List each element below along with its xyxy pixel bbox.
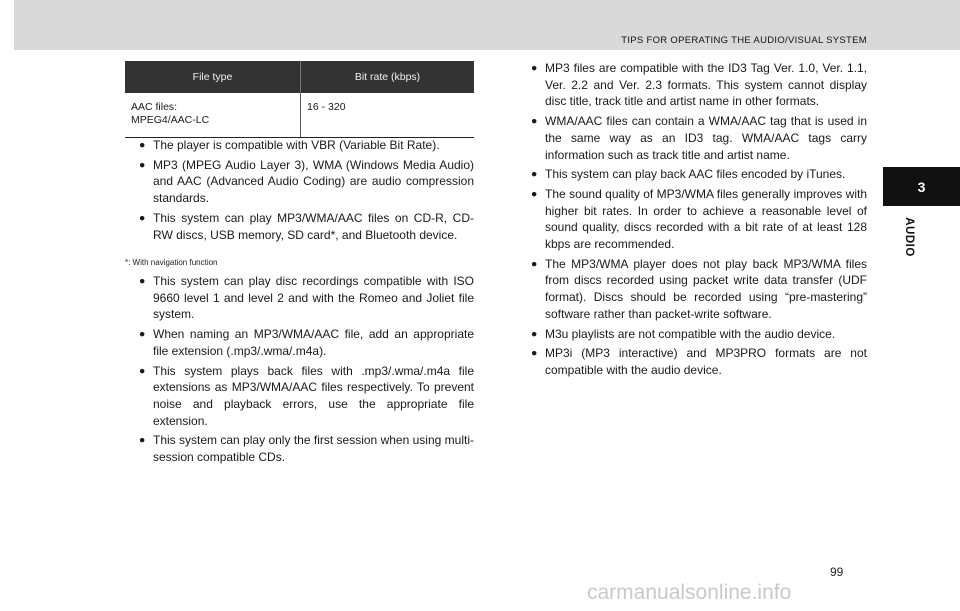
list-item: ● MP3 files are compatible with the ID3 Tag Ver. 1.0, Ver. 1.1, Ver. 2.2 and Ver. 2.3 formats. This system cannot display disc title, track title and artist name in other formats. xyxy=(530,60,867,110)
file-type-line: AAC files: xyxy=(131,101,178,113)
list-item: ● M3u playlists are not compatible with the audio device. xyxy=(530,326,867,343)
chapter-tab-label xyxy=(899,211,919,263)
list-item: ● The MP3/WMA player does not play back MP3/WMA files from discs recorded using packet write data transfer (UDF format). Discs should be recorded using “pre-mastering” software rather than packet-write software. xyxy=(530,256,867,323)
left-bullet-list-bottom xyxy=(138,273,474,469)
list-item: ● When naming an MP3/WMA/AAC file, add an appropriate file extension (.mp3/.wma/.m4a). xyxy=(138,326,474,359)
list-item: ● This system plays back files with .mp3/.wma/.m4a file extensions as MP3/WMA/AAC files respectively. To prevent noise and playback errors, use the appropriate file extension. xyxy=(138,363,474,430)
list-item: ● The sound quality of MP3/WMA files generally improves with higher bit rates. In order to achieve a reasonable level of sound quality, discs recorded with a bit rate of at least 128 kbps are recommended. xyxy=(530,186,867,253)
list-item: ● This system can play back AAC files encoded by iTunes. xyxy=(530,166,867,183)
page-number: 99 xyxy=(830,565,844,579)
chapter-tab-number: 3 xyxy=(883,167,960,206)
table-cell-bit-rate: 16 - 320 xyxy=(301,93,475,138)
list-item: ● MP3 (MPEG Audio Layer 3), WMA (Windows Media Audio) and AAC (Advanced Audio Coding) are audio compression standards. xyxy=(138,157,474,207)
list-item: ● This system can play disc recordings compatible with ISO 9660 level 1 and level 2 and with the Romeo and Joliet file system. xyxy=(138,273,474,323)
list-item: ● The player is compatible with VBR (Variable Bit Rate). xyxy=(138,137,474,154)
file-type-line: MPEG4/AAC-LC xyxy=(131,114,210,126)
left-bullet-list-top xyxy=(138,137,474,246)
watermark: carmanualsonline.info xyxy=(587,581,792,604)
table-header-file-type: File type xyxy=(125,61,301,93)
list-item: ● WMA/AAC files can contain a WMA/AAC tag that is used in the same way as an ID3 tag. WMA/AAC tags carry information such as track title and artist name. xyxy=(530,113,867,163)
table-row xyxy=(125,93,474,138)
running-header: TIPS FOR OPERATING THE AUDIO/VISUAL SYSTEM xyxy=(621,35,867,46)
bitrate-table xyxy=(125,61,474,138)
chapter-label-text: AUDIO xyxy=(903,217,915,257)
list-item: ● This system can play MP3/WMA/AAC files on CD-R, CD-RW discs, USB memory, SD card*, and Bluetooth device. xyxy=(138,210,474,243)
list-item: ● This system can play only the first session when using multi-session compatible CDs. xyxy=(138,432,474,465)
right-bullet-list xyxy=(530,60,867,382)
footnote: *: With navigation function xyxy=(125,258,218,267)
table-header-bit-rate: Bit rate (kbps) xyxy=(301,61,475,93)
table-cell-file-type xyxy=(125,93,301,138)
list-item: ● MP3i (MP3 interactive) and MP3PRO formats are not compatible with the audio device. xyxy=(530,345,867,378)
